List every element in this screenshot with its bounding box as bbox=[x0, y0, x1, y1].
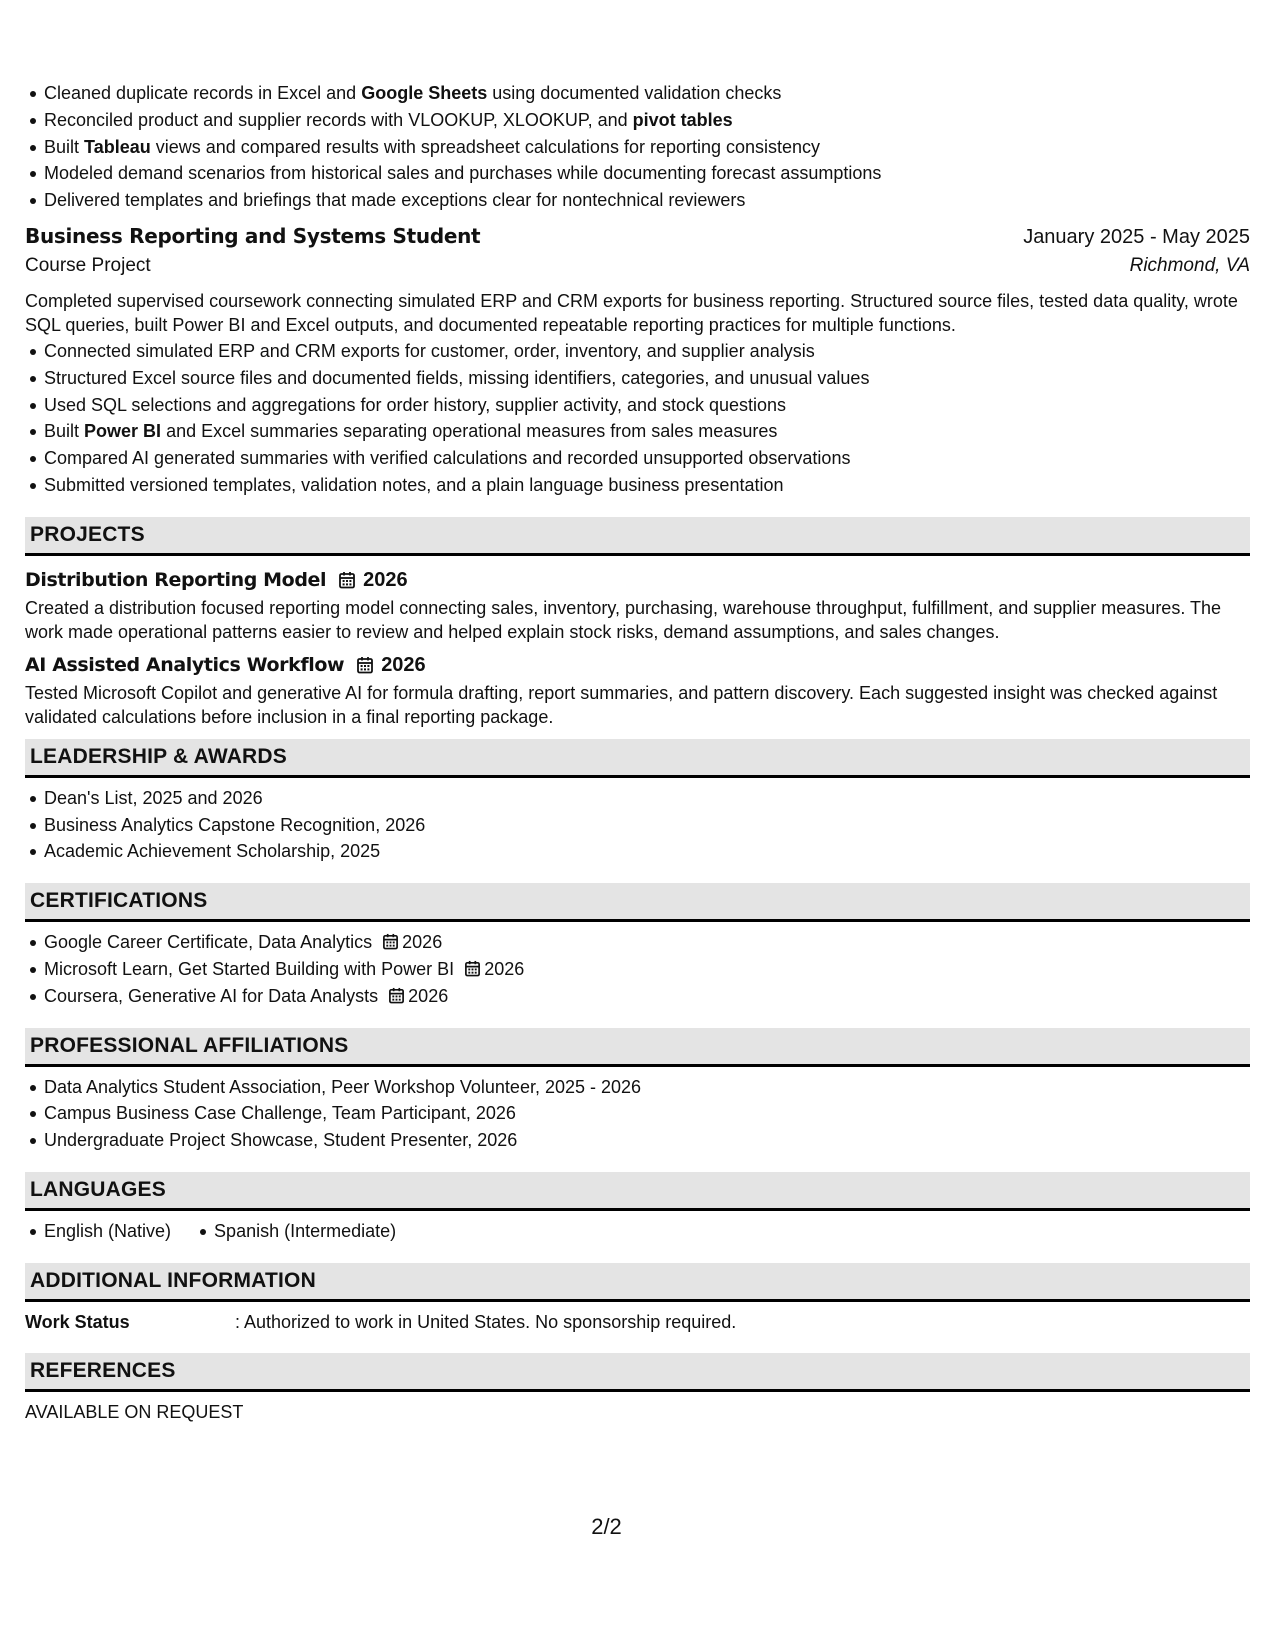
page-number: 2/2 bbox=[591, 1514, 622, 1539]
project-year: 2026 bbox=[363, 568, 408, 591]
section-heading-affiliations bbox=[25, 1028, 1250, 1067]
job-dates: January 2025 - May 2025 bbox=[1023, 225, 1250, 248]
certifications-list bbox=[25, 929, 1250, 1009]
languages-list bbox=[25, 1218, 1250, 1245]
project-description: Tested Microsoft Copilot and generative AI for formula drafting, report summaries, and pattern discovery. Each suggested insight was checked against validated calculations before inclusion in a final reporting package. bbox=[25, 682, 1218, 727]
list-item: Business Analytics Capstone Recognition, 2026 bbox=[25, 812, 1250, 839]
certification-item bbox=[25, 929, 1250, 956]
bullet-text: Used SQL selections and aggregations for order history, supplier activity, and stock questions bbox=[44, 394, 787, 415]
list-item bbox=[25, 80, 1250, 107]
bullet-text: views and compared results with spreadsheet calculations for reporting consistency bbox=[150, 136, 821, 157]
calendar-icon bbox=[382, 931, 399, 948]
list-item: Data Analytics Student Association, Peer Workshop Volunteer, 2025 - 2026 bbox=[25, 1074, 1250, 1101]
section-heading-projects bbox=[25, 517, 1250, 556]
certification-item bbox=[25, 983, 1250, 1010]
bullet-text: Structured Excel source files and documented fields, missing identifiers, categories, and unusual values bbox=[44, 367, 870, 388]
job-location: Richmond, VA bbox=[1129, 254, 1250, 276]
bullet-text: using documented validation checks bbox=[487, 83, 782, 103]
bold-keyword: Power BI bbox=[84, 421, 162, 442]
calendar-icon bbox=[356, 656, 374, 674]
list-item: Academic Achievement Scholarship, 2025 bbox=[25, 838, 1250, 865]
list-item bbox=[25, 445, 1250, 472]
list-item bbox=[25, 418, 1250, 445]
list-item: English (Native) bbox=[25, 1218, 171, 1245]
certification-name: Microsoft Learn, Get Started Building with Power BI bbox=[44, 958, 455, 979]
experience-bullets-continued bbox=[25, 80, 1250, 214]
project-title: Distribution Reporting Model bbox=[25, 569, 327, 592]
calendar-icon bbox=[338, 571, 356, 589]
job-summary: Completed supervised coursework connecting simulated ERP and CRM exports for business reporting. Structured source files, tested data quality, wrote SQL queries, built Power BI and Excel outputs, and documented repeatable reporting practices for multiple functions. bbox=[25, 290, 1238, 335]
bullet-text: and Excel summaries separating operational measures from sales measures bbox=[161, 421, 778, 442]
bold-keyword: Tableau bbox=[84, 136, 151, 157]
project-entry bbox=[25, 650, 1250, 729]
list-item: Dean's List, 2025 and 2026 bbox=[25, 785, 1250, 812]
job-header bbox=[25, 224, 1250, 255]
job-subtitle: Course Project bbox=[25, 254, 151, 276]
section-title: PROFESSIONAL AFFILIATIONS bbox=[30, 1033, 349, 1057]
section-title: PROJECTS bbox=[30, 522, 145, 546]
certification-year: 2026 bbox=[484, 958, 525, 979]
work-status-label: Work Status bbox=[25, 1311, 130, 1332]
section-heading-languages bbox=[25, 1172, 1250, 1211]
project-year: 2026 bbox=[381, 653, 426, 676]
section-title: LANGUAGES bbox=[30, 1177, 166, 1201]
bullet-text: Built bbox=[44, 136, 85, 157]
affiliations-list bbox=[25, 1074, 1250, 1154]
section-title: ADDITIONAL INFORMATION bbox=[30, 1268, 316, 1292]
leadership-list bbox=[25, 785, 1250, 865]
section-title: CERTIFICATIONS bbox=[30, 889, 208, 913]
bold-keyword: Google Sheets bbox=[361, 83, 488, 103]
calendar-icon bbox=[388, 985, 405, 1002]
project-header bbox=[25, 565, 1250, 596]
list-item bbox=[25, 187, 1250, 214]
job-title: Business Reporting and Systems Student bbox=[25, 223, 481, 248]
bullet-text: Cleaned duplicate records in Excel and bbox=[44, 83, 362, 103]
references-text: AVAILABLE ON REQUEST bbox=[25, 1401, 244, 1422]
job-bullets bbox=[25, 338, 1250, 499]
bullet-text: Connected simulated ERP and CRM exports for customer, order, inventory, and supplier analysis bbox=[44, 340, 815, 361]
project-entry bbox=[25, 565, 1250, 644]
list-item bbox=[25, 392, 1250, 419]
certification-year: 2026 bbox=[402, 932, 443, 953]
list-item bbox=[25, 365, 1250, 392]
certification-year: 2026 bbox=[408, 985, 449, 1006]
bullet-text: Submitted versioned templates, validation notes, and a plain language business presentation bbox=[44, 474, 784, 495]
certification-item bbox=[25, 956, 1250, 983]
work-status-value: : Authorized to work in United States. No sponsorship required. bbox=[235, 1311, 737, 1332]
project-description: Created a distribution focused reporting model connecting sales, inventory, purchasing, warehouse throughput, fulfillment, and supplier measures. The work made operational patterns easier to review and helped explain stock risks, demand assumptions, and sales changes. bbox=[25, 597, 1222, 642]
bullet-text: Compared AI generated summaries with verified calculations and recorded unsupported observations bbox=[44, 448, 851, 469]
bold-keyword: pivot tables bbox=[632, 109, 733, 130]
bullet-text: Modeled demand scenarios from historical sales and purchases while documenting forecast assumptions bbox=[44, 163, 882, 184]
list-item bbox=[25, 338, 1250, 365]
section-title: LEADERSHIP & AWARDS bbox=[30, 744, 287, 768]
list-item bbox=[25, 134, 1250, 161]
project-title: AI Assisted Analytics Workflow bbox=[25, 654, 345, 677]
list-item bbox=[25, 160, 1250, 187]
section-heading-certifications bbox=[25, 883, 1250, 922]
job-subheader bbox=[25, 255, 1250, 287]
calendar-icon bbox=[464, 958, 481, 975]
bullet-text: Reconciled product and supplier records with VLOOKUP, XLOOKUP, and bbox=[44, 109, 633, 130]
section-heading-additional bbox=[25, 1263, 1250, 1302]
certification-name: Coursera, Generative AI for Data Analysts bbox=[44, 985, 379, 1006]
section-title: REFERENCES bbox=[30, 1358, 176, 1382]
section-heading-references bbox=[25, 1353, 1250, 1392]
certification-name: Google Career Certificate, Data Analytics bbox=[44, 932, 373, 953]
projects-list bbox=[25, 556, 1250, 729]
list-item: Undergraduate Project Showcase, Student Presenter, 2026 bbox=[25, 1127, 1250, 1154]
experience-entry bbox=[25, 224, 1250, 499]
bullet-text: Delivered templates and briefings that made exceptions clear for nontechnical reviewers bbox=[44, 190, 746, 211]
list-item bbox=[25, 472, 1250, 499]
list-item: Spanish (Intermediate) bbox=[195, 1218, 396, 1245]
list-item: Campus Business Case Challenge, Team Participant, 2026 bbox=[25, 1100, 1250, 1127]
resume-page bbox=[25, 80, 1250, 1425]
work-status-row bbox=[25, 1309, 1250, 1335]
list-item bbox=[25, 107, 1250, 134]
section-heading-leadership bbox=[25, 739, 1250, 778]
project-header bbox=[25, 650, 1250, 681]
bullet-text: Built bbox=[44, 421, 85, 442]
